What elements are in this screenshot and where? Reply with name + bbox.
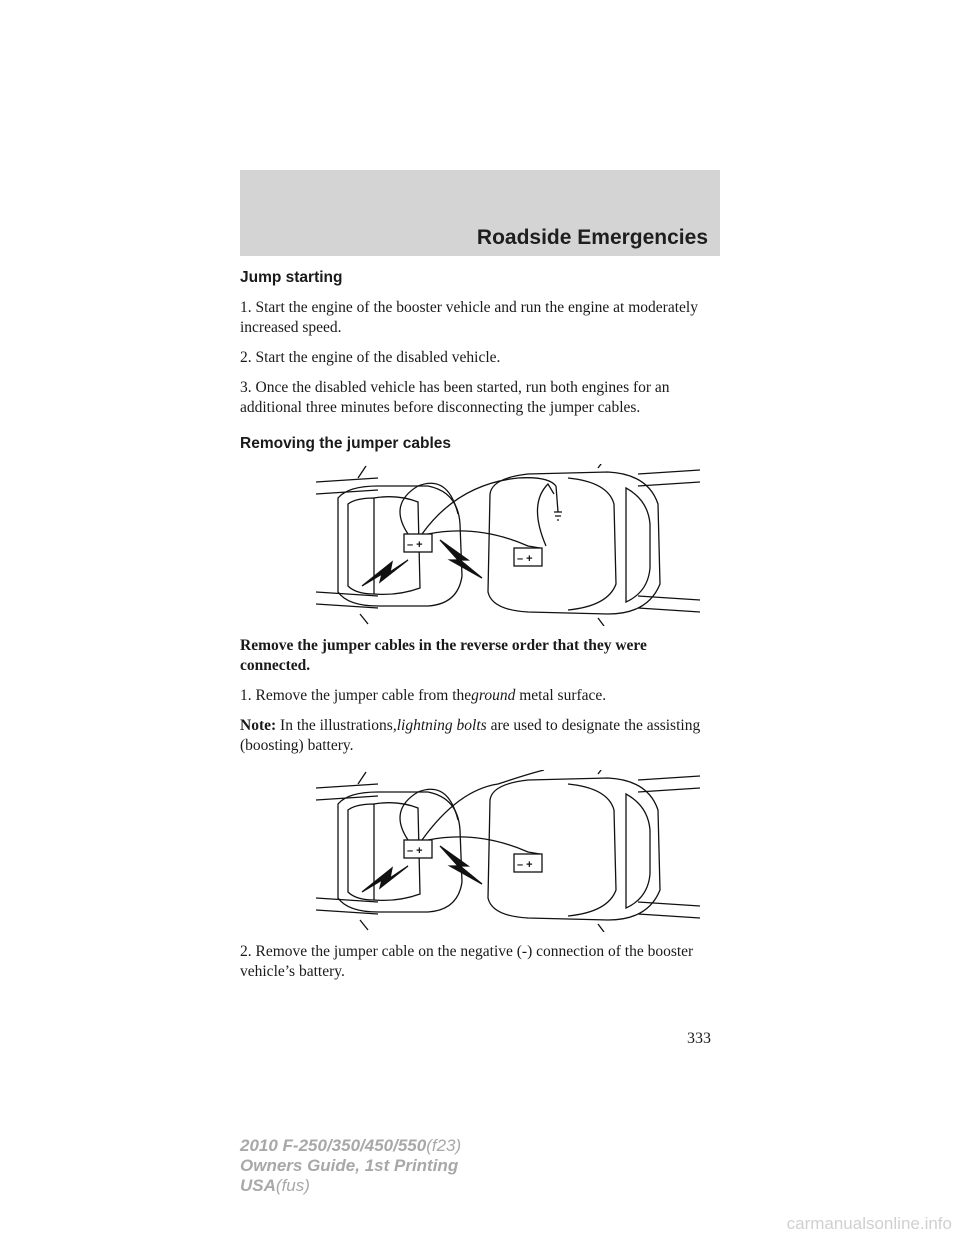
jump-step-3: 3. Once the disabled vehicle has been started, run both engines for an additional three minutes before disconnecting the jumper cables. — [240, 379, 670, 416]
svg-text:– +: – + — [407, 539, 423, 551]
cable-1 — [400, 789, 458, 840]
note-paragraph: Note: In the illustrations,lightning bolts are used to designate the assisting (boosting) battery. — [240, 717, 701, 754]
section-title: Roadside Emergencies — [476, 226, 708, 249]
cable-1 — [400, 483, 458, 534]
removing-heading: Removing the jumper cables — [240, 435, 452, 452]
remove-step-2: 2. Remove the jumper cable on the negative (-) connection of the booster vehicle’s battery. — [240, 943, 694, 980]
footer-region: USA — [240, 1176, 276, 1195]
remove-step-1: 1. Remove the jumper cable from theground metal surface. — [240, 687, 607, 704]
lightning-bolt-icon — [362, 560, 408, 586]
jump-start-heading: Jump starting — [240, 269, 343, 286]
document-footer — [240, 1136, 461, 1196]
jump-cable-illustration-1 — [308, 464, 708, 626]
jump-step-2: 2. Start the engine of the disabled vehicle. — [240, 349, 501, 366]
svg-text:– +: – + — [407, 845, 423, 857]
page-content — [240, 268, 720, 992]
svg-text:– +: – + — [517, 859, 533, 871]
footer-model: 2010 F-250/350/450/550 — [240, 1136, 427, 1155]
cable-4 — [537, 484, 554, 546]
site-watermark: carmanualsonline.info — [786, 1214, 952, 1233]
lightning-bolt-icon — [362, 866, 408, 892]
booster-vehicle-drawing — [488, 770, 700, 932]
jump-cable-illustration-2 — [308, 770, 708, 932]
footer-model-code: (f23) — [426, 1136, 462, 1155]
booster-vehicle-drawing — [488, 464, 700, 626]
footer-guide: Owners Guide, 1st Printing — [240, 1156, 459, 1175]
ground-symbol — [554, 486, 562, 520]
jump-step-1: 1. Start the engine of the booster vehicle and run the engine at moderately increased speed. — [240, 299, 698, 336]
page-number: 333 — [687, 1030, 711, 1047]
reverse-order-instruction: Remove the jumper cables in the reverse order that they were connected. — [240, 637, 647, 674]
disabled-vehicle-drawing — [316, 772, 462, 930]
section-header-band — [240, 170, 720, 256]
footer-region-code: (fus) — [275, 1176, 310, 1195]
svg-text:– +: – + — [517, 553, 533, 565]
disabled-vehicle-drawing — [316, 466, 462, 624]
